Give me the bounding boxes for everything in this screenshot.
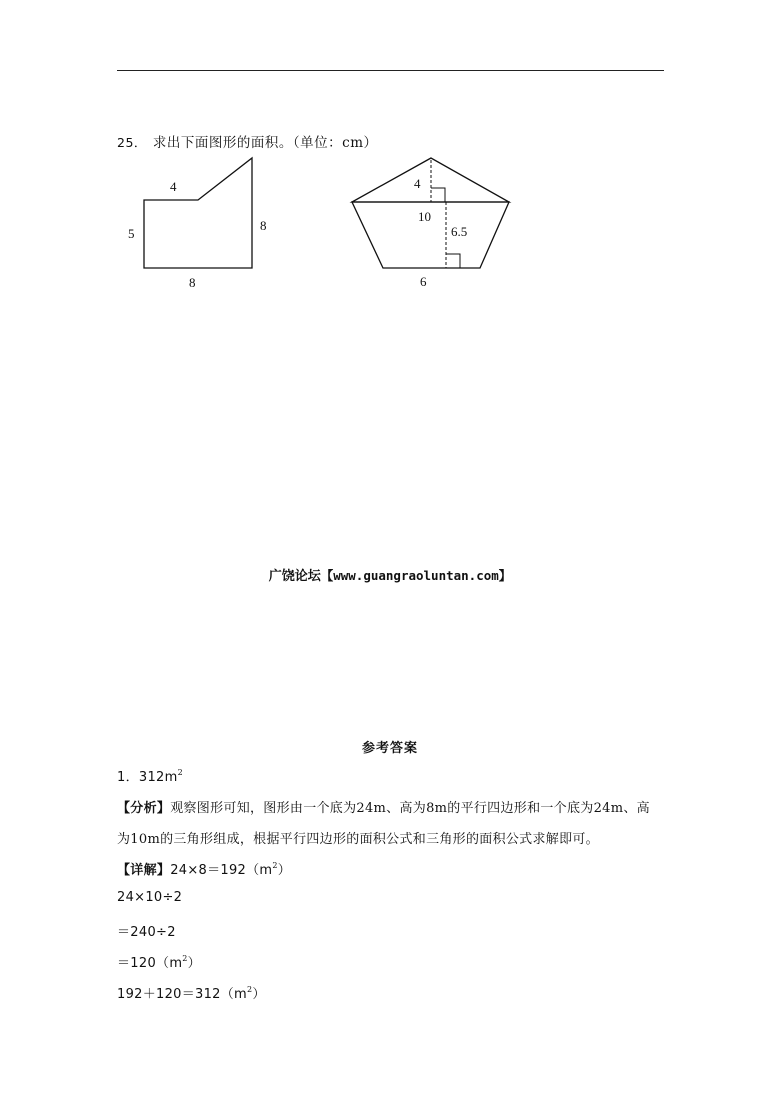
analysis-tag: 【分析】 [117,801,171,816]
detail-step-2: 24×10÷2 [117,890,183,905]
site-watermark [0,565,780,584]
detail-step4-sup: 2 [182,954,188,963]
label-bottom-8: 8 [189,275,196,290]
label-bottom-6: 6 [420,274,427,289]
question-figures [0,0,780,320]
question-text: 求出下面图形的面积。（单位：cm） [152,135,378,151]
watermark-url: 【www.guangraoluntan.com】 [320,568,512,583]
detail-step4-close: ） [187,956,201,971]
question-number: 25． [117,135,147,150]
answers-title: 参考答案 [361,741,418,756]
detail-step-5 [117,983,266,1002]
detail-step5-sup: 2 [247,985,253,994]
analysis-text-1: 观察图形可知，图形由一个底为24m、高为8m的平行四边形和一个底为24m、高 [170,801,650,816]
analysis-line-1 [117,797,650,816]
detail-step1-text: 24×8＝192（m [170,863,273,878]
right-angle-mark-bottom [446,254,460,268]
detail-step1-sup: 2 [272,861,278,870]
detail-step5-close: ） [252,987,266,1002]
figure-triangle-trapezoid [352,158,509,289]
watermark-name: 广饶论坛 [268,569,321,584]
detail-tag: 【详解】 [117,863,171,878]
detail-step4-text: ＝120（m [117,956,183,971]
detail-step-4 [117,952,201,971]
label-trapezoid-height: 6.5 [451,224,468,239]
detail-step-1 [117,859,291,878]
right-angle-mark-top [431,188,445,202]
analysis-line-2 [117,828,599,847]
detail-step1-close: ） [277,863,292,878]
figure-composite-shape [128,158,267,290]
detail-step5-text: 192＋120＝312（m [117,987,248,1002]
detail-step-3: ＝240÷2 [117,925,176,940]
label-middle-width: 10 [418,209,431,224]
analysis-text-2: 为10m的三角形组成，根据平行四边形的面积公式和三角形的面积公式求解即可。 [117,832,599,847]
label-triangle-height: 4 [414,176,421,191]
answer-number: 1． [117,770,139,785]
label-right-8: 8 [260,218,267,233]
answer-unit: m [164,770,178,785]
answer-unit-sup: 2 [177,768,183,777]
answer-1 [117,766,183,785]
answer-value: 312 [138,770,165,785]
composite-shape-outline [144,158,252,268]
label-top-4: 4 [170,179,177,194]
label-left-5: 5 [128,226,135,241]
